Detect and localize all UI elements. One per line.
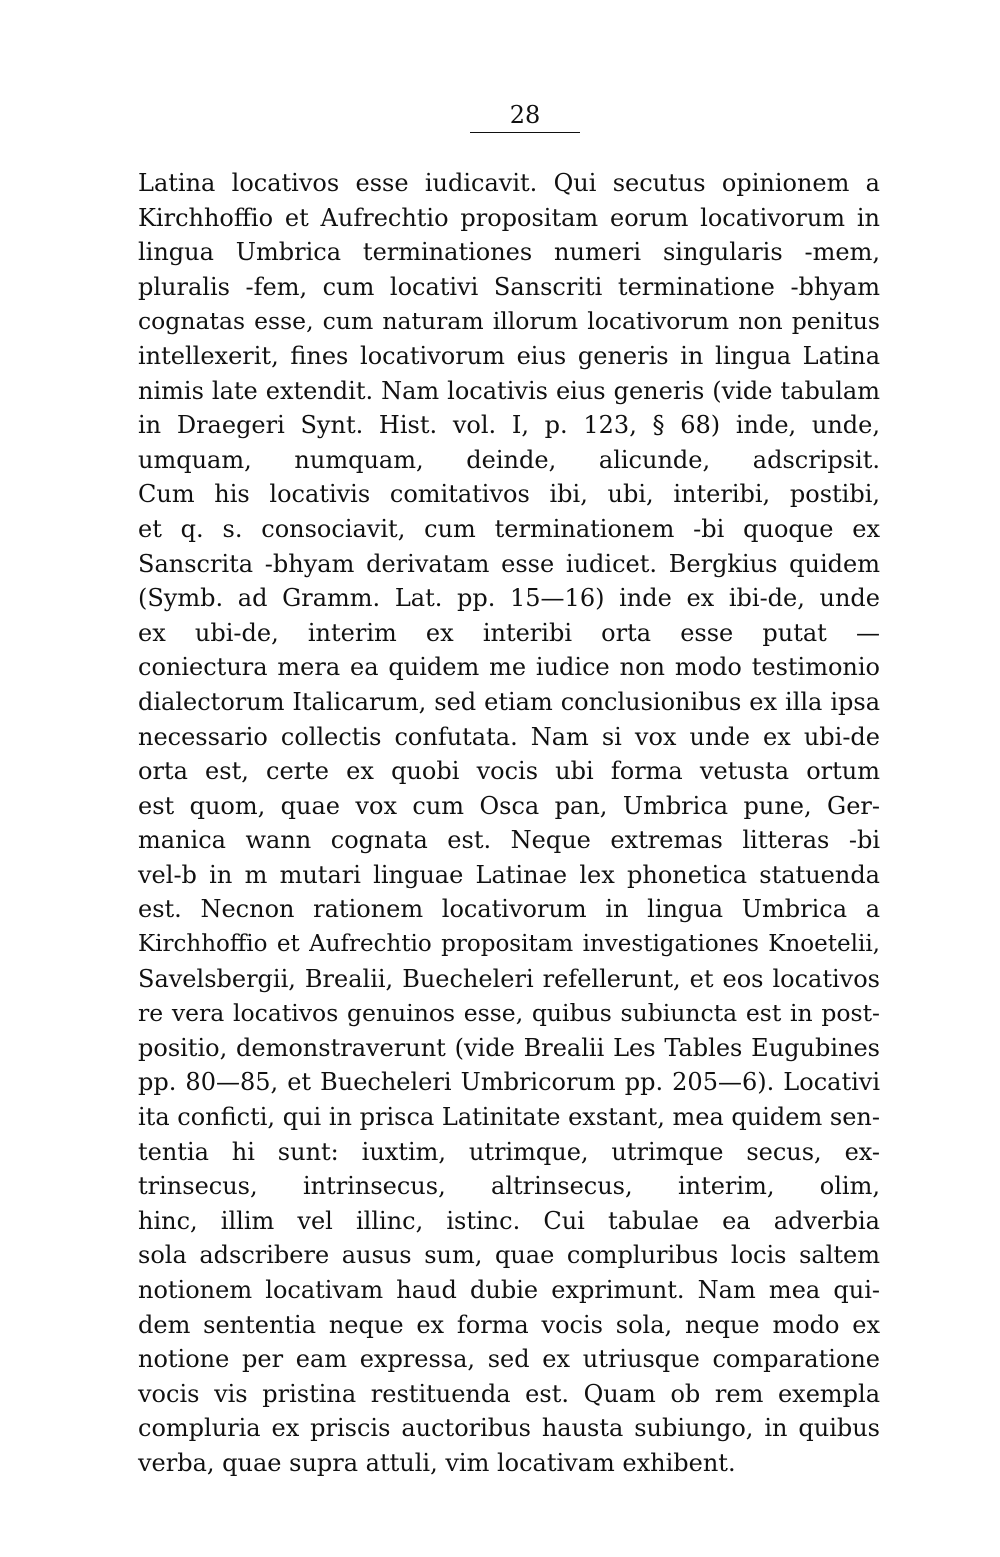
text-line: nimis late extendit. Nam locativis eius generis (vide tabulam <box>138 376 880 405</box>
page-number: 28 <box>470 100 580 133</box>
text-line: (Symb. ad Gramm. Lat. pp. 15—16) inde ex ibi-de, unde <box>138 584 880 613</box>
text-line: trinsecus, intrinsecus, altrinsecus, interim, olim, <box>138 1172 880 1201</box>
text-line: est quom, quae vox cum Osca pan, Umbrica pune, Ger- <box>138 791 880 820</box>
text-line: necessario collectis confutata. Nam si vox unde ex ubi-de <box>138 722 880 751</box>
text-line: lingua Umbrica terminationes numeri singularis -mem, <box>138 238 880 267</box>
text-line: Kirchhoffio et Aufrechtio propositam investigationes Knoetelii, <box>138 931 880 958</box>
text-line: vel-b in m mutari linguae Latinae lex phonetica statuenda <box>138 860 880 889</box>
text-line: est. Necnon rationem locativorum in lingua Umbrica a <box>138 895 880 924</box>
text-line: et q. s. consociavit, cum terminationem -bi quoque ex <box>138 514 880 543</box>
text-line: vocis vis pristina restituenda est. Quam ob rem exempla <box>138 1379 880 1408</box>
text-line: Sanscrita -bhyam derivatam esse iudicet. Bergkius quidem <box>138 549 880 578</box>
text-line: compluria ex priscis auctoribus hausta subiungo, in quibus <box>138 1414 880 1443</box>
text-line: manica wann cognata est. Neque extremas litteras -bi <box>138 826 880 855</box>
text-line: notione per eam expressa, sed ex utriusque comparatione <box>138 1345 880 1374</box>
text-line: Cum his locativis comitativos ibi, ubi, interibi, postibi, <box>138 480 880 509</box>
text-line: Kirchhoffio et Aufrechtio propositam eorum locativorum in <box>138 203 880 232</box>
body-text <box>138 166 880 1481</box>
text-line: ita conficti, qui in prisca Latinitate exstant, mea quidem sen- <box>138 1103 880 1132</box>
text-line: ex ubi-de, interim ex interibi orta esse putat — <box>138 618 880 647</box>
text-line: sola adscribere ausus sum, quae compluribus locis saltem <box>138 1241 880 1270</box>
text-line: verba, quae supra attuli, vim locativam exhibent. <box>138 1448 736 1477</box>
text-line: intellexerit, fines locativorum eius generis in lingua Latina <box>138 341 880 370</box>
text-line: pluralis -fem, cum locativi Sanscriti terminatione -bhyam <box>138 272 880 301</box>
text-line: positio, demonstraverunt (vide Brealii Les Tables Eugubines <box>138 1033 880 1062</box>
text-line: hinc, illim vel illinc, istinc. Cui tabulae ea adverbia <box>138 1206 880 1235</box>
text-line: umquam, numquam, deinde, alicunde, adscripsit. <box>138 445 880 474</box>
text-line: pp. 80—85, et Buecheleri Umbricorum pp. 205—6). Locativi <box>138 1068 880 1097</box>
text-line: Latina locativos esse iudicavit. Qui secutus opinionem a <box>138 169 880 197</box>
text-line: coniectura mera ea quidem me iudice non modo testimonio <box>138 653 880 682</box>
text-line: orta est, certe ex quobi vocis ubi forma vetusta ortum <box>138 757 880 786</box>
text-line: dialectorum Italicarum, sed etiam conclusionibus ex illa ipsa <box>138 687 880 716</box>
text-line: tentia hi sunt: iuxtim, utrimque, utrimque secus, ex- <box>138 1137 880 1166</box>
text-line: notionem locativam haud dubie exprimunt. Nam mea qui- <box>138 1276 880 1304</box>
text-line: in Draegeri Synt. Hist. vol. I, p. 123, § 68) inde, unde, <box>138 411 880 440</box>
text-line: dem sententia neque ex forma vocis sola, neque modo ex <box>138 1310 880 1339</box>
text-line: re vera locativos genuinos esse, quibus subiuncta est in post- <box>138 999 880 1028</box>
text-line: Savelsbergii, Brealii, Buecheleri refellerunt, et eos locativos <box>138 964 880 993</box>
text-line: cognatas esse, cum naturam illorum locativorum non penitus <box>138 307 880 336</box>
